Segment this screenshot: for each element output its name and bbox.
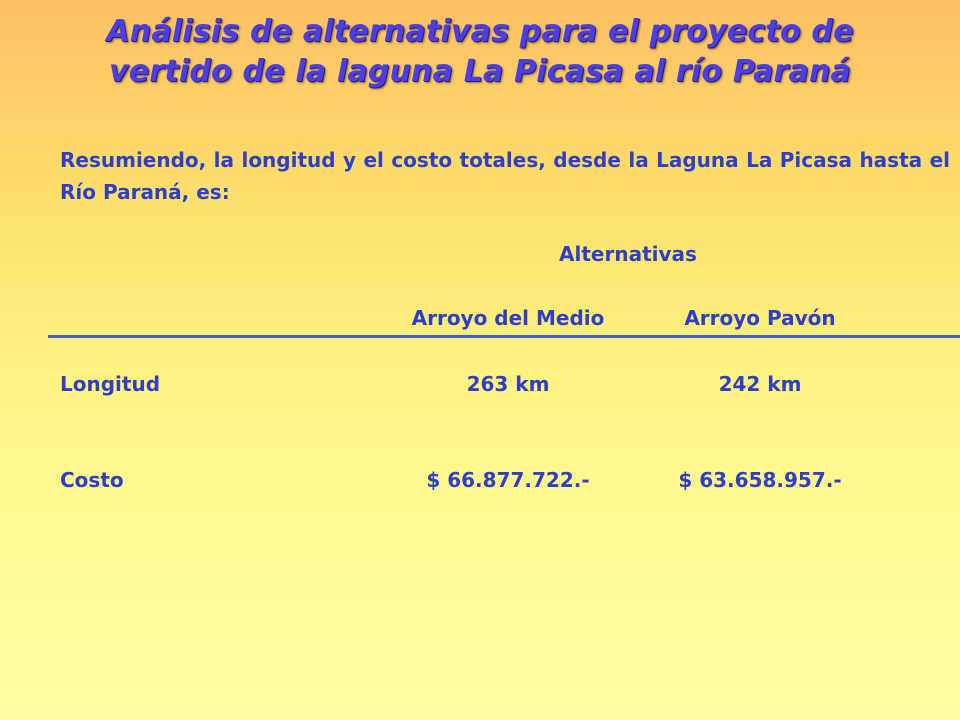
row-label-costo: Costo [60,468,124,492]
cell-costo-arroyo-del-medio: $ 66.877.722.- [426,468,590,492]
cell-costo-arroyo-pavon: $ 63.658.957.- [678,468,842,492]
alternatives-header: Alternativas [559,242,697,266]
title-line-1: Análisis de alternativas para el proyecto de [106,14,854,49]
cell-longitud-arroyo-pavon: 242 km [718,372,802,396]
column-header-arroyo-pavon: Arroyo Pavón [684,306,836,330]
title-line-2: vertido de la laguna La Picasa al río Paraná [109,54,851,89]
summary-paragraph: Resumiendo, la longitud y el costo totales, desde la Laguna La Picasa hasta el Río Paraná, es: [60,148,950,204]
table-header-divider [48,335,960,338]
cell-longitud-arroyo-del-medio: 263 km [466,372,550,396]
row-label-longitud: Longitud [60,372,161,396]
slide-title [40,12,920,92]
column-header-arroyo-del-medio: Arroyo del Medio [411,306,605,330]
